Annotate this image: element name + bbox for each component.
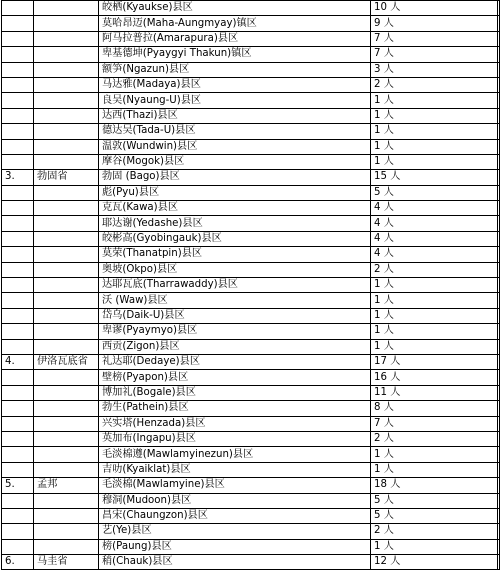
table-row: [2, 431, 500, 446]
empty-cell: [498, 262, 500, 277]
table-row: [2, 16, 500, 31]
table-row: [2, 308, 500, 323]
province-name: [34, 308, 99, 323]
empty-cell: [498, 385, 500, 400]
table-row: [2, 31, 500, 46]
province-name: [34, 231, 99, 246]
province-name: [34, 324, 99, 339]
table-row: [2, 124, 500, 139]
district-name: 阿马拉普拉(Amarapura)县区: [99, 31, 371, 46]
empty-cell: [498, 216, 500, 231]
province-name: [34, 124, 99, 139]
district-name: 艺(Ye)县区: [99, 524, 371, 539]
province-name: [34, 385, 99, 400]
empty-cell: [498, 508, 500, 523]
row-number: [2, 139, 34, 154]
person-count: 1 人: [371, 93, 498, 108]
district-name: 温敦(Wundwin)县区: [99, 139, 371, 154]
row-number: [2, 108, 34, 123]
table-row: [2, 139, 500, 154]
table-row: [2, 493, 500, 508]
row-number: [2, 247, 34, 262]
table-row: [2, 524, 500, 539]
row-number: [2, 77, 34, 92]
person-count: 1 人: [371, 108, 498, 123]
province-name: [34, 185, 99, 200]
table-row: [2, 278, 500, 293]
table-row: [2, 216, 500, 231]
empty-cell: [498, 108, 500, 123]
person-count: 4 人: [371, 216, 498, 231]
table-row: [2, 185, 500, 200]
row-number: [2, 124, 34, 139]
table-row: [2, 262, 500, 277]
person-count: 1 人: [371, 154, 498, 169]
table-row: [2, 370, 500, 385]
province-name: [34, 93, 99, 108]
row-number: [2, 93, 34, 108]
district-name: 皎栖(Kyaukse)县区: [99, 1, 371, 16]
table-row: [2, 231, 500, 246]
district-name: 彪(Pyu)县区: [99, 185, 371, 200]
row-number: [2, 216, 34, 231]
district-name: 兴实塔(Henzada)县区: [99, 416, 371, 431]
empty-cell: [498, 185, 500, 200]
province-name: [34, 201, 99, 216]
empty-cell: [498, 555, 500, 570]
person-count: 1 人: [371, 539, 498, 554]
row-number: [2, 62, 34, 77]
province-name: [34, 524, 99, 539]
person-count: 4 人: [371, 247, 498, 262]
district-name: 马达雅(Madaya)县区: [99, 77, 371, 92]
casualty-table: [1, 0, 500, 570]
row-number: 6.: [2, 555, 34, 570]
person-count: 1 人: [371, 462, 498, 477]
row-number: [2, 278, 34, 293]
district-name: 卑基德坤(Pyaygyi Thakun)镇区: [99, 47, 371, 62]
province-name: [34, 1, 99, 16]
empty-cell: [498, 447, 500, 462]
district-name: 穆洞(Mudoon)县区: [99, 493, 371, 508]
row-number: [2, 339, 34, 354]
row-number: [2, 293, 34, 308]
empty-cell: [498, 493, 500, 508]
empty-cell: [498, 1, 500, 16]
district-name: 毛淡棉遵(Mawlamyinezun)县区: [99, 447, 371, 462]
province-name: 伊洛瓦底省: [34, 354, 99, 369]
row-number: [2, 154, 34, 169]
person-count: 5 人: [371, 508, 498, 523]
district-name: 额笋(Ngazun)县区: [99, 62, 371, 77]
province-name: [34, 31, 99, 46]
table-row: [2, 201, 500, 216]
district-name: 达西(Thazi)县区: [99, 108, 371, 123]
empty-cell: [498, 201, 500, 216]
empty-cell: [498, 401, 500, 416]
province-name: [34, 462, 99, 477]
province-name: [34, 431, 99, 446]
district-name: 克瓦(Kawa)县区: [99, 201, 371, 216]
table-row: [2, 108, 500, 123]
row-number: [2, 508, 34, 523]
empty-cell: [498, 139, 500, 154]
empty-cell: [498, 324, 500, 339]
person-count: 3 人: [371, 62, 498, 77]
empty-cell: [498, 124, 500, 139]
empty-cell: [498, 278, 500, 293]
empty-cell: [498, 170, 500, 185]
person-count: 17 人: [371, 354, 498, 369]
row-number: 3.: [2, 170, 34, 185]
district-name: 良吴(Nyaung-U)县区: [99, 93, 371, 108]
empty-cell: [498, 77, 500, 92]
person-count: 7 人: [371, 47, 498, 62]
province-name: [34, 508, 99, 523]
province-name: [34, 539, 99, 554]
table-row: [2, 401, 500, 416]
district-name: 达耶瓦底(Tharrawaddy)县区: [99, 278, 371, 293]
table-row: [2, 93, 500, 108]
district-name: 莫荣(Thanatpin)县区: [99, 247, 371, 262]
district-name: 毛淡棉(Mawlamyine)县区: [99, 478, 371, 493]
row-number: [2, 493, 34, 508]
person-count: 1 人: [371, 339, 498, 354]
person-count: 1 人: [371, 447, 498, 462]
row-number: [2, 262, 34, 277]
table-row: [2, 354, 500, 369]
empty-cell: [498, 478, 500, 493]
table-body: [2, 1, 500, 570]
district-name: 榜(Paung)县区: [99, 539, 371, 554]
person-count: 2 人: [371, 77, 498, 92]
person-count: 8 人: [371, 401, 498, 416]
province-name: [34, 278, 99, 293]
person-count: 1 人: [371, 278, 498, 293]
province-name: [34, 108, 99, 123]
empty-cell: [498, 524, 500, 539]
table-row: [2, 47, 500, 62]
district-name: 昌宋(Chaungzon)县区: [99, 508, 371, 523]
person-count: 18 人: [371, 478, 498, 493]
district-name: 摩谷(Mogok)县区: [99, 154, 371, 169]
empty-cell: [498, 370, 500, 385]
table-row: [2, 385, 500, 400]
person-count: 4 人: [371, 201, 498, 216]
empty-cell: [498, 462, 500, 477]
table-row: [2, 416, 500, 431]
empty-cell: [498, 339, 500, 354]
person-count: 10 人: [371, 1, 498, 16]
person-count: 2 人: [371, 524, 498, 539]
person-count: 9 人: [371, 16, 498, 31]
province-name: [34, 47, 99, 62]
table-row: [2, 478, 500, 493]
district-name: 博加礼(Bogale)县区: [99, 385, 371, 400]
district-name: 皎彬高(Gyobingauk)县区: [99, 231, 371, 246]
row-number: [2, 185, 34, 200]
empty-cell: [498, 416, 500, 431]
person-count: 5 人: [371, 493, 498, 508]
row-number: [2, 462, 34, 477]
district-name: 英加布(Ingapu)县区: [99, 431, 371, 446]
row-number: [2, 447, 34, 462]
table-row: [2, 247, 500, 262]
person-count: 2 人: [371, 262, 498, 277]
empty-cell: [498, 354, 500, 369]
person-count: 2 人: [371, 431, 498, 446]
row-number: [2, 524, 34, 539]
province-name: [34, 401, 99, 416]
row-number: [2, 385, 34, 400]
empty-cell: [498, 231, 500, 246]
person-count: 1 人: [371, 308, 498, 323]
province-name: [34, 370, 99, 385]
row-number: [2, 416, 34, 431]
table-row: [2, 77, 500, 92]
person-count: 1 人: [371, 139, 498, 154]
district-name: 稍(Chauk)县区: [99, 555, 371, 570]
empty-cell: [498, 154, 500, 169]
row-number: [2, 31, 34, 46]
table-row: [2, 555, 500, 570]
person-count: 1 人: [371, 124, 498, 139]
row-number: [2, 539, 34, 554]
province-name: [34, 247, 99, 262]
province-name: 勃固省: [34, 170, 99, 185]
person-count: 15 人: [371, 170, 498, 185]
table-row: [2, 293, 500, 308]
empty-cell: [498, 431, 500, 446]
empty-cell: [498, 293, 500, 308]
province-name: [34, 16, 99, 31]
table-row: [2, 508, 500, 523]
district-name: 沃 (Waw)县区: [99, 293, 371, 308]
person-count: 12 人: [371, 555, 498, 570]
province-name: [34, 139, 99, 154]
province-name: [34, 216, 99, 231]
person-count: 16 人: [371, 370, 498, 385]
province-name: [34, 493, 99, 508]
person-count: 4 人: [371, 231, 498, 246]
district-name: 西贡(Zigon)县区: [99, 339, 371, 354]
person-count: 1 人: [371, 293, 498, 308]
row-number: [2, 231, 34, 246]
district-name: 吉叻(Kyaiklat)县区: [99, 462, 371, 477]
row-number: [2, 431, 34, 446]
table-row: [2, 324, 500, 339]
district-name: 卑谬(Pyaymyo)县区: [99, 324, 371, 339]
province-name: [34, 339, 99, 354]
province-name: [34, 293, 99, 308]
table-row: [2, 462, 500, 477]
district-name: 勃固 (Bago)县区: [99, 170, 371, 185]
empty-cell: [498, 93, 500, 108]
table-row: [2, 539, 500, 554]
row-number: [2, 370, 34, 385]
row-number: [2, 201, 34, 216]
table-row: [2, 62, 500, 77]
row-number: [2, 308, 34, 323]
district-name: 壁榜(Pyapon)县区: [99, 370, 371, 385]
empty-cell: [498, 308, 500, 323]
person-count: 11 人: [371, 385, 498, 400]
table-row: [2, 170, 500, 185]
province-name: [34, 416, 99, 431]
empty-cell: [498, 539, 500, 554]
row-number: [2, 324, 34, 339]
table-row: [2, 339, 500, 354]
row-number: [2, 401, 34, 416]
table-row: [2, 1, 500, 16]
table-row: [2, 154, 500, 169]
row-number: [2, 16, 34, 31]
empty-cell: [498, 62, 500, 77]
empty-cell: [498, 31, 500, 46]
district-name: 莫哈昂迈(Maha-Aungmyay)镇区: [99, 16, 371, 31]
province-name: 马圭省: [34, 555, 99, 570]
district-name: 礼达耶(Dedaye)县区: [99, 354, 371, 369]
table-row: [2, 447, 500, 462]
row-number: 5.: [2, 478, 34, 493]
row-number: 4.: [2, 354, 34, 369]
row-number: [2, 1, 34, 16]
district-name: 奥坡(Okpo)县区: [99, 262, 371, 277]
person-count: 7 人: [371, 416, 498, 431]
district-name: 耶达谢(Yedashe)县区: [99, 216, 371, 231]
province-name: [34, 262, 99, 277]
province-name: 孟邦: [34, 478, 99, 493]
province-name: [34, 154, 99, 169]
empty-cell: [498, 247, 500, 262]
person-count: 7 人: [371, 31, 498, 46]
empty-cell: [498, 47, 500, 62]
district-name: 德达吴(Tada-U)县区: [99, 124, 371, 139]
person-count: 1 人: [371, 324, 498, 339]
empty-cell: [498, 16, 500, 31]
person-count: 5 人: [371, 185, 498, 200]
district-name: 岱乌(Daik-U)县区: [99, 308, 371, 323]
province-name: [34, 77, 99, 92]
province-name: [34, 447, 99, 462]
row-number: [2, 47, 34, 62]
district-name: 勃生(Pathein)县区: [99, 401, 371, 416]
province-name: [34, 62, 99, 77]
